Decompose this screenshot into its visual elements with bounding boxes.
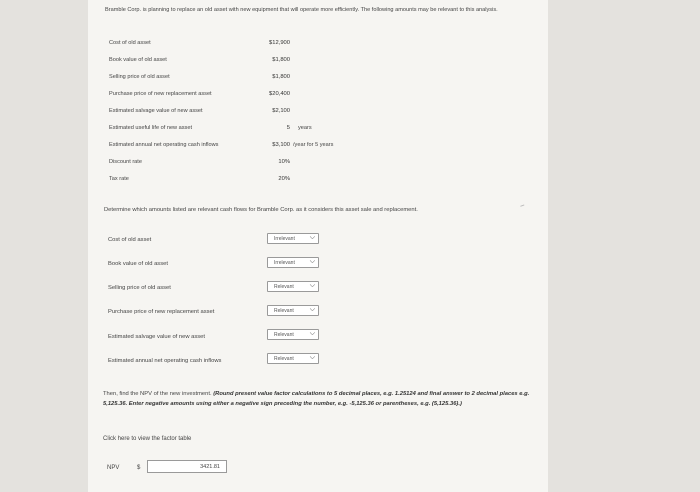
chevron-down-icon: ⌵ [309, 258, 315, 265]
given-label: Discount rate [109, 159, 142, 165]
given-value: $2,100 [272, 108, 290, 114]
given-label: Estimated annual net operating cash inflows [109, 142, 219, 148]
relevance-select[interactable] [267, 305, 319, 316]
relevance-label: Purchase price of new replacement asset [108, 309, 215, 315]
given-value: 20% [278, 176, 290, 182]
chevron-down-icon: ⌵ [309, 234, 315, 241]
relevance-label: Book value of old asset [108, 261, 168, 267]
given-value: $1,800 [272, 74, 290, 80]
select-value: Relevant [274, 308, 294, 314]
given-label: Selling price of old asset [109, 74, 170, 80]
given-label: Purchase price of new replacement asset [109, 91, 212, 97]
given-label: Cost of old asset [109, 40, 151, 46]
given-value: $20,400 [269, 91, 290, 97]
select-value: Irrelevant [274, 260, 295, 266]
given-label: Book value of old asset [109, 57, 167, 63]
given-unit: /year for 5 years [293, 142, 334, 148]
select-value: Relevant [274, 332, 294, 338]
npv-input[interactable] [147, 460, 227, 473]
npv-label: NPV [107, 465, 120, 471]
currency-symbol: $ [137, 465, 141, 471]
instructions-plain: Then, find the NPV of the new investment. [103, 391, 214, 397]
select-value: Relevant [274, 356, 294, 362]
relevance-select[interactable] [267, 353, 319, 364]
question-text: Determine which amounts listed are relevant cash flows for Bramble Corp. as it considers this asset sale and replacement. [104, 207, 418, 213]
relevance-select[interactable] [267, 329, 319, 340]
chevron-down-icon: ⌵ [309, 306, 315, 313]
given-unit: years [298, 125, 312, 131]
chevron-down-icon: ⌵ [309, 354, 315, 361]
instructions-rounding: (Round present value factor calculations to 5 decimal places, e.g. 1.25124 and final answer to 2 decimal places e.g. 5,125.36. Enter negative amounts using either a negative sign preceding the number, e.g. -5,125.36 or parentheses, e.g. (5,125.36).) [103, 391, 530, 407]
given-label: Estimated useful life of new asset [109, 125, 193, 131]
factor-table-link[interactable]: Click here to view the factor table [103, 436, 192, 442]
given-value: 5 [286, 125, 290, 131]
relevance-label: Estimated salvage value of new asset [108, 334, 205, 340]
given-label: Tax rate [109, 176, 129, 182]
relevance-select[interactable] [267, 281, 319, 292]
relevance-label: Cost of old asset [108, 237, 152, 243]
relevance-label: Selling price of old asset [108, 285, 171, 291]
given-value: $3,100 [272, 142, 290, 148]
relevance-label: Estimated annual net operating cash inflows [108, 358, 222, 364]
instructions [103, 389, 533, 409]
select-value: Irrelevant [274, 236, 295, 242]
select-value: Relevant [274, 284, 294, 290]
chevron-down-icon: ⌵ [309, 282, 315, 289]
relevance-select[interactable] [267, 257, 319, 268]
given-value: $12,900 [269, 40, 290, 46]
given-value: $1,800 [272, 57, 290, 63]
given-value: 10% [278, 159, 290, 165]
relevance-select[interactable] [267, 233, 319, 244]
given-label: Estimated salvage value of new asset [109, 108, 203, 114]
intro-text: Bramble Corp. is planning to replace an old asset with new equipment that will operate more efficiently. The following amounts may be relevant to this analysis. [105, 7, 498, 13]
chevron-down-icon: ⌵ [309, 330, 315, 337]
